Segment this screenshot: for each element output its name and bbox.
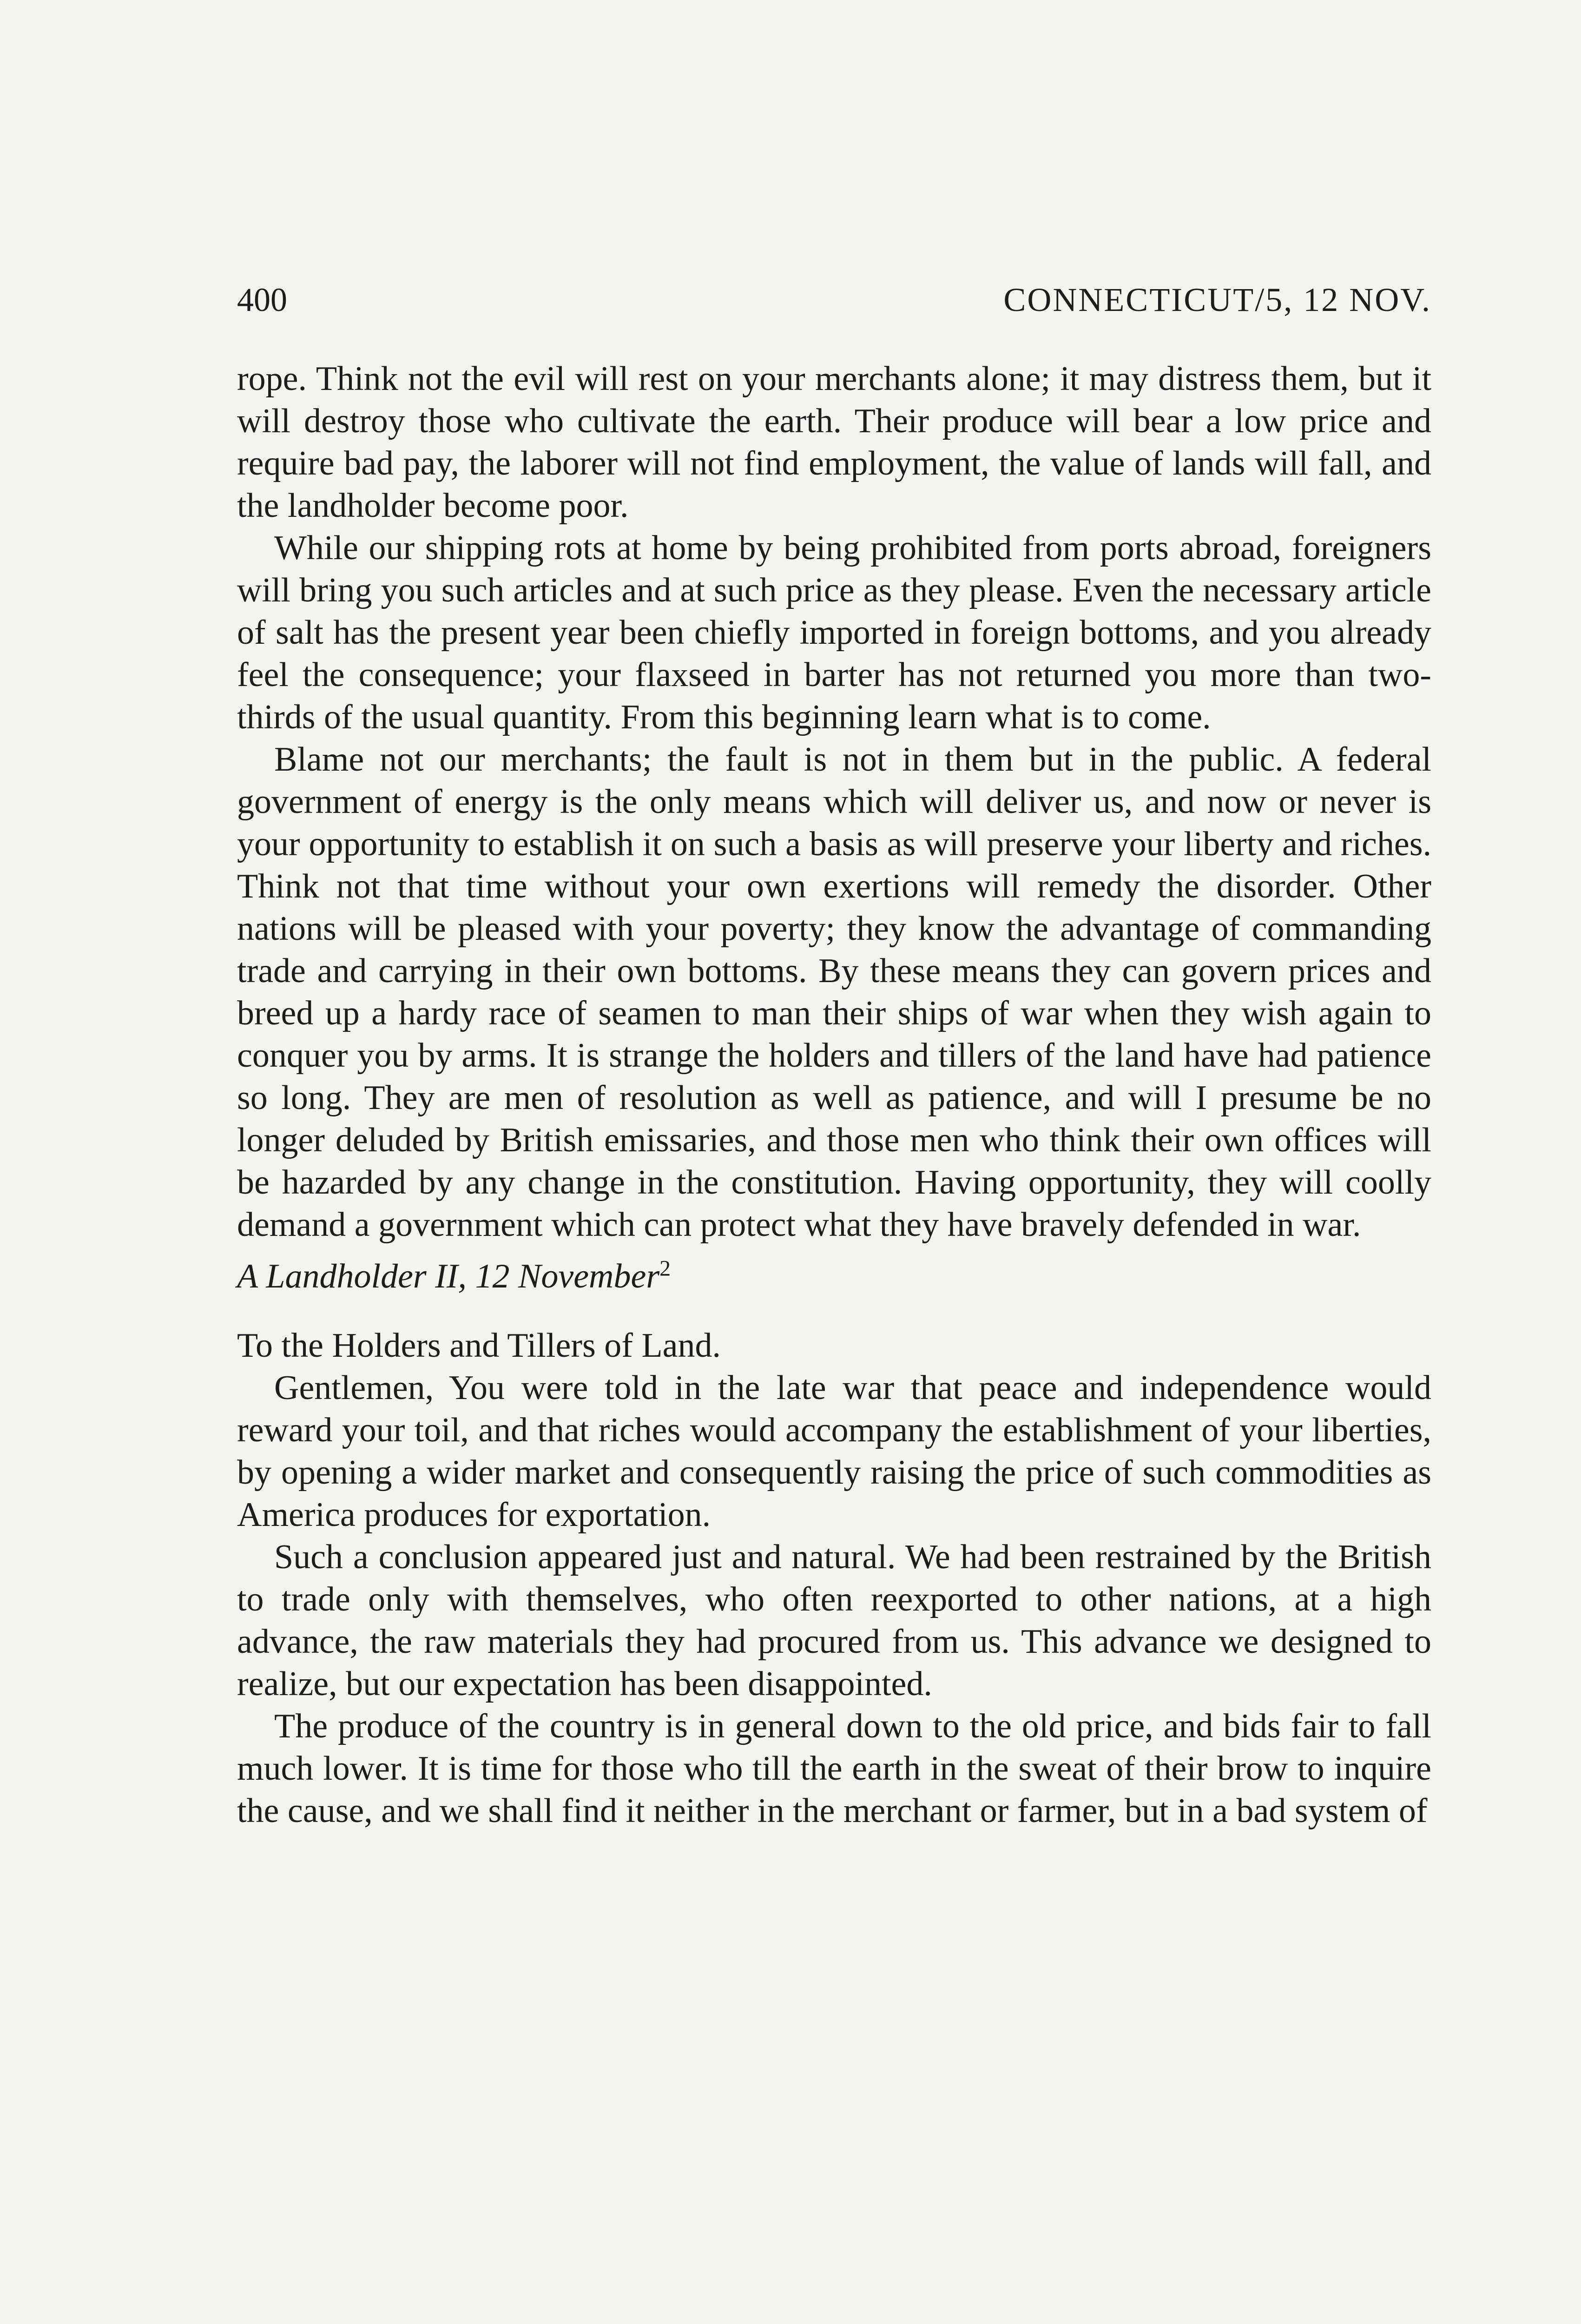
page-number: 400 [237,281,287,318]
salutation-address: To the Holders and Tillers of Land. [237,1327,721,1365]
running-head [237,274,1431,325]
document-heading-text: A Landholder II, 12 November [237,1257,660,1295]
section-heading: CONNECTICUT/5, 12 NOV. [1003,281,1431,318]
paragraph-shipping: While our shipping rots at home by being prohibited from ports abroad, foreigners will bring you such articles and at such price as they please. Even the necessary article of salt has the present year been chiefly imported in foreign bottoms, and you already feel the consequence; your flaxseed in barter has not returned you more than two-thirds of the usual quantity. From this beginning learn what is to come. [237,529,1431,736]
document-heading [237,1255,1431,1298]
footnote-marker: 2 [659,1256,671,1281]
paragraph-conclusion: Such a conclusion appeared just and natural. We had been restrained by the British to trade only with themselves, who often reexported to other nations, at a high advance, the raw materials they had procured from us. This advance we designed to realize, but our expectation has been disappointed. [237,1538,1431,1703]
paragraph-gentlemen: Gentlemen, You were told in the late war that peace and independence would reward your toil, and that riches would accompany the establishment of your liberties, by opening a wider market and consequently raising the price of such commodities as America produces for exportation. [237,1369,1431,1534]
paragraph-merchants: Blame not our merchants; the fault is not in them but in the public. A federal government of energy is the only means which will deliver us, and now or never is your opportunity to establish it on such a basis as will preserve your liberty and riches. Think not that time without your own exertions will remedy the disorder. Other nations will be pleased with your poverty; they know the advantage of commanding trade and carrying in their own bottoms. By these means they can govern prices and breed up a hardy race of seamen to man their ships of war when they wish again to conquer you by arms. It is strange the holders and tillers of the land have had patience so long. They are men of resolution as well as patience, and will I presume be no longer deluded by British emissaries, and those men who think their own offices will be hazarded by any change in the constitution. Having opportunity, they will coolly demand a government which can protect what they have bravely defended in war. [237,740,1431,1244]
text-column [237,358,1431,1832]
paragraph-produce: The produce of the country is in general down to the old price, and bids fair to fall much lower. It is time for those who till the earth in the sweat of their brow to inquire the cause, and we shall find it neither in the merchant or farmer, but in a bad system of [237,1707,1431,1830]
paragraph-continued: rope. Think not the evil will rest on your merchants alone; it may distress them, but it will destroy those who cultivate the earth. Their produce will bear a low price and require bad pay, the laborer will not find employment, the value of lands will fall, and the landholder become poor. [237,360,1431,525]
